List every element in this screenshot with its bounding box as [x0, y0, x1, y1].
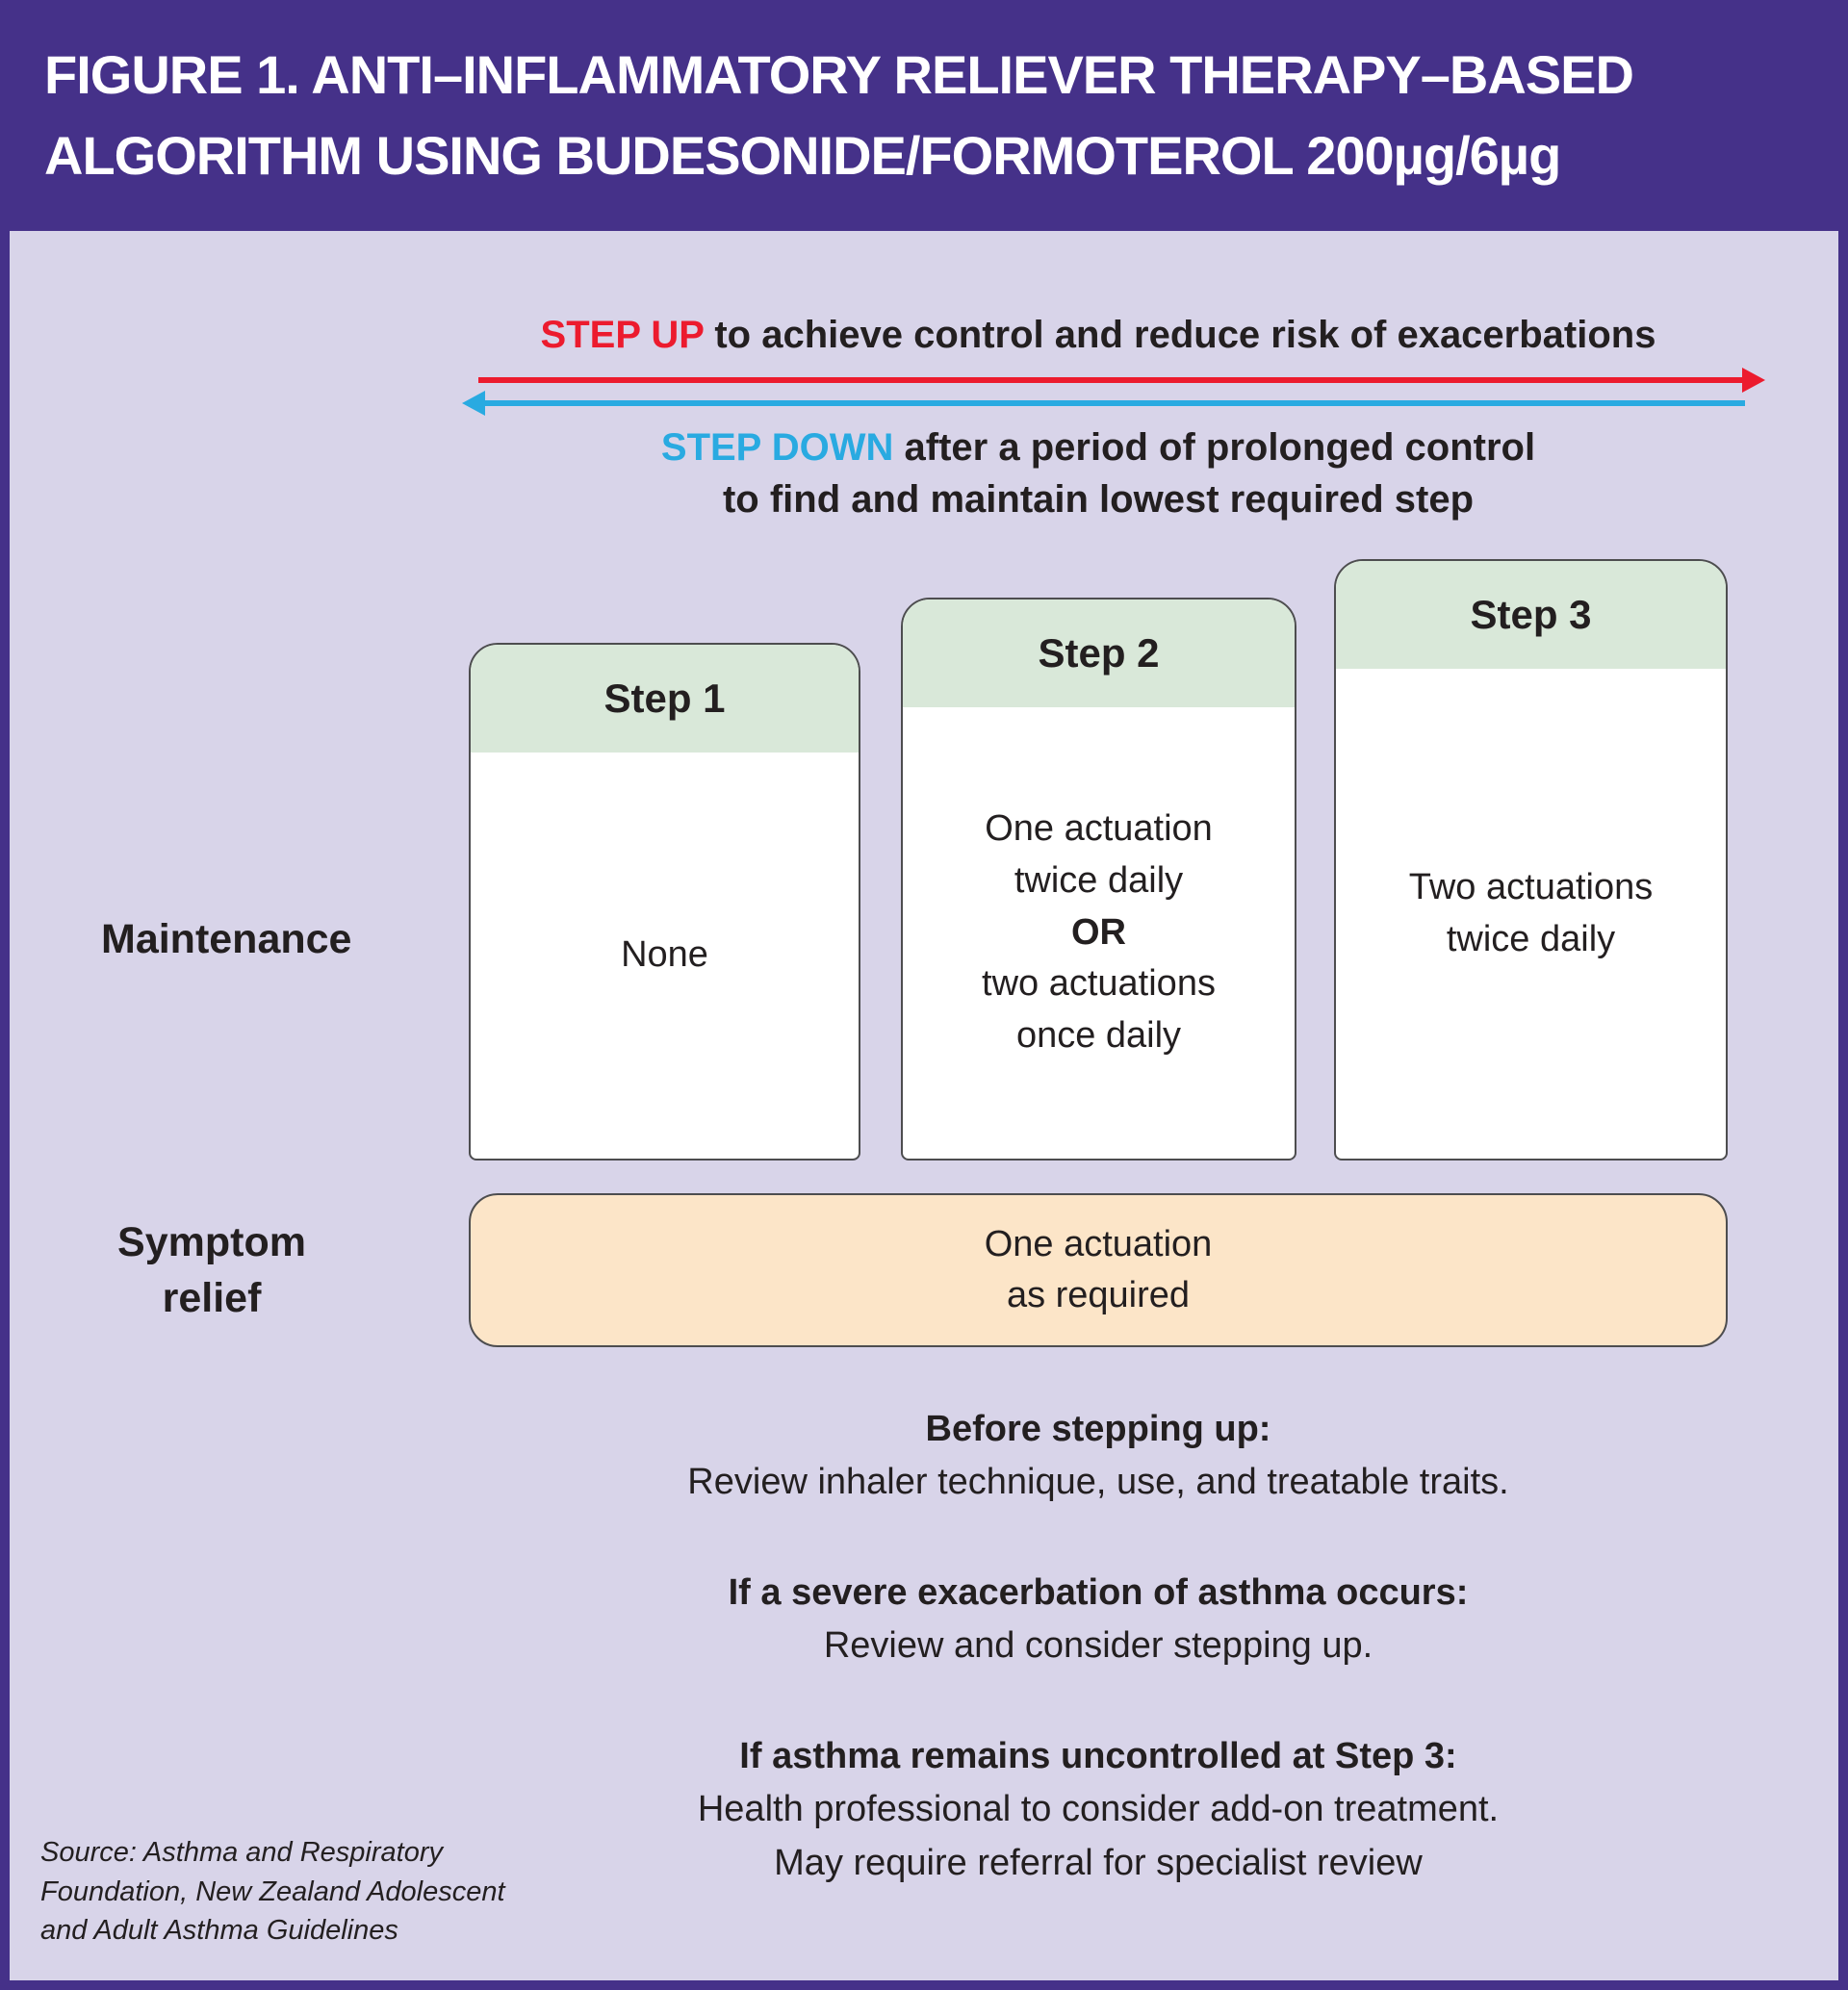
source-line1: Source: Asthma and Respiratory: [40, 1837, 444, 1868]
step-down-left-arrow-icon: [482, 400, 1745, 406]
step-1-dose-line: None: [621, 934, 708, 976]
symptom-relief-dose-line2: as required: [1006, 1275, 1191, 1315]
step-2-card-body: [903, 707, 1295, 1159]
figure-title: [10, 10, 1838, 231]
step-up-right-arrow-icon: [478, 377, 1745, 383]
note-body-line: May require referral for specialist review: [774, 1842, 1423, 1883]
note-heading: If a severe exacerbation of asthma occurs:: [728, 1572, 1469, 1614]
symptom-relief-bar: [469, 1193, 1728, 1347]
note-body-line: Review inhaler technique, use, and treatable traits.: [687, 1462, 1509, 1503]
source-attribution: [40, 1833, 505, 1951]
step-2-card-title: Step 2: [903, 600, 1295, 707]
note-severe-exacerbation: [372, 1567, 1824, 1672]
step-down-text-line1: after a period of prolonged control: [893, 426, 1536, 469]
step-2-dose-line: once daily: [1015, 1015, 1182, 1057]
step-3-card: [1334, 559, 1728, 1161]
source-line3: and Adult Asthma Guidelines: [40, 1915, 398, 1947]
step-2-dose-line: two actuations: [982, 963, 1216, 1005]
symptom-relief-label-line2: relief: [162, 1275, 262, 1322]
step-down-text-line2: to find and maintain lowest required step: [722, 478, 1475, 521]
step-down-highlight: STEP DOWN: [660, 426, 894, 469]
step-up-text: to achieve control and reduce risk of exacerbations: [704, 314, 1656, 356]
symptom-relief-label-line1: Symptom: [117, 1219, 306, 1265]
step-up-caption: [469, 314, 1728, 357]
step-1-card: [469, 643, 860, 1161]
symptom-relief-row-label: [58, 1214, 366, 1326]
step-2-card: [901, 598, 1296, 1161]
step-2-or-separator: OR: [1071, 911, 1126, 953]
source-line2: Foundation, New Zealand Adolescent: [40, 1875, 505, 1907]
figure-title-line2: ALGORITHM USING BUDESONIDE/FORMOTEROL 200µg/6µg: [44, 125, 1561, 186]
step-2-dose-line: One actuation: [985, 807, 1213, 849]
step-1-card-body: [471, 753, 859, 1159]
note-heading: If asthma remains uncontrolled at Step 3:: [739, 1736, 1457, 1777]
note-before-stepping-up: [372, 1403, 1824, 1509]
figure-title-line1: FIGURE 1. ANTI–INFLAMMATORY RELIEVER THERAPY–BASED: [44, 44, 1633, 105]
step-3-dose-line: twice daily: [1446, 918, 1616, 959]
notes-section: [372, 1403, 1824, 1948]
step-3-dose-line: Two actuations: [1408, 866, 1654, 907]
step-1-card-title: Step 1: [471, 645, 859, 753]
step-3-card-body: [1336, 669, 1726, 1159]
symptom-relief-dose-line1: One actuation: [984, 1223, 1213, 1264]
step-up-highlight: STEP UP: [540, 314, 705, 356]
note-uncontrolled-step3: [372, 1730, 1824, 1889]
step-2-dose-line: twice daily: [1014, 859, 1184, 901]
maintenance-row-label: Maintenance: [101, 916, 352, 962]
step-down-caption: [469, 421, 1728, 525]
note-body-line: Review and consider stepping up.: [823, 1625, 1373, 1667]
step-down-caption-line1: [469, 421, 1728, 473]
step-3-card-title: Step 3: [1336, 561, 1726, 669]
note-body-line: Health professional to consider add-on treatment.: [697, 1789, 1500, 1830]
note-heading: Before stepping up:: [925, 1409, 1271, 1449]
